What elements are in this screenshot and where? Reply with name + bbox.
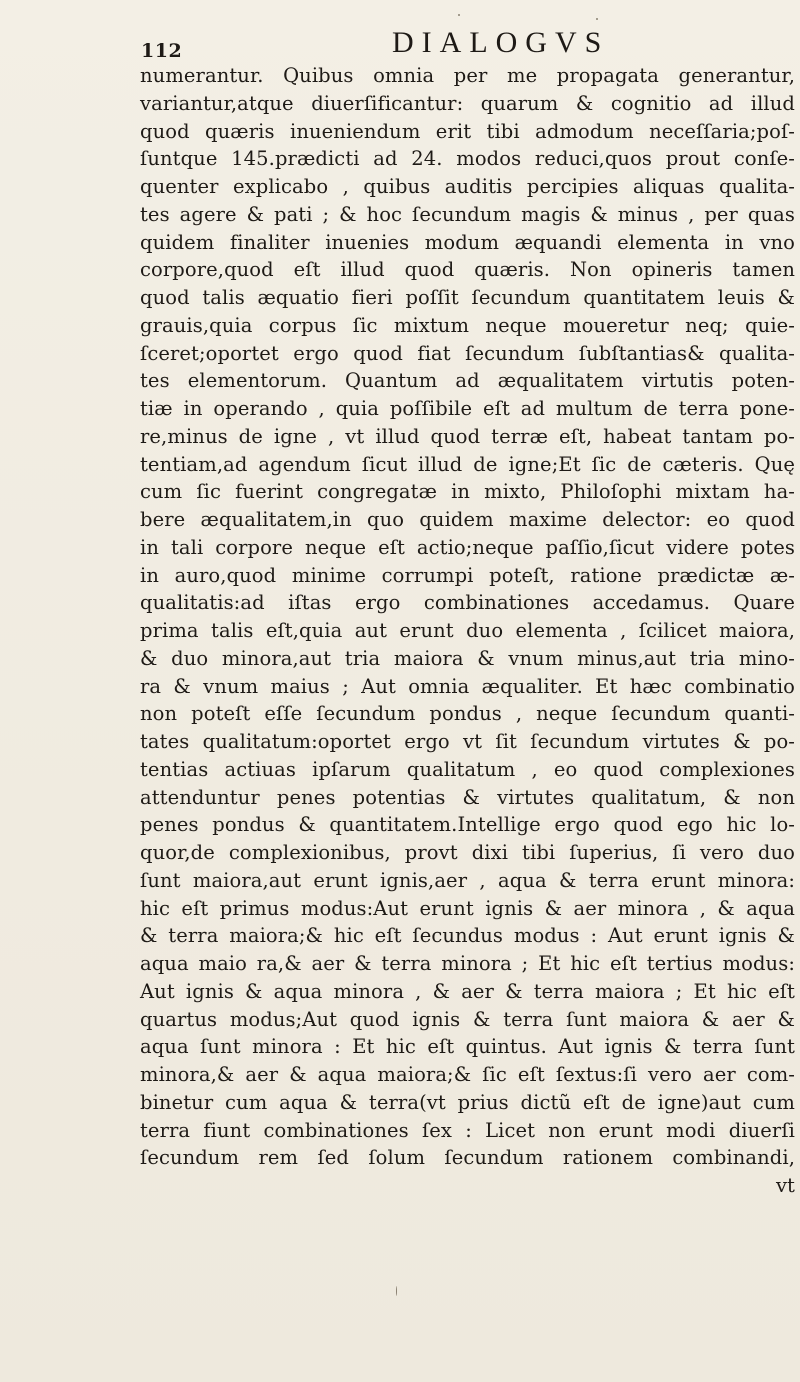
text-line: tiæ in operando , quia poſſibile eſt ad multum de terra pone- bbox=[140, 397, 795, 420]
text-line: aqua maio ra,& aer & terra minora ; Et hic eſt tertius modus: bbox=[140, 952, 795, 975]
text-line: quidem finaliter inuenies modum æquandi elementa in vno bbox=[140, 230, 795, 254]
text-line: tates qualitatum:oportet ergo vt ſit ſecundum virtutes & po- bbox=[140, 730, 795, 753]
text-line: & duo minora,aut tria maiora & vnum minus,aut tria mino- bbox=[140, 646, 795, 670]
text-line: qualitatis:ad iſtas ergo combinationes accedamus. Quare bbox=[140, 591, 795, 615]
ink-speck bbox=[396, 1286, 397, 1296]
text-line: ſunt maiora,aut erunt ignis,aer , aqua & terra erunt minora: bbox=[140, 868, 795, 892]
text-line: tes agere & pati ; & hoc ſecundum magis & minus , per quas bbox=[140, 202, 795, 226]
text-line: in tali corpore neque eſt actio;neque paſſio,ſicut videre potes bbox=[140, 535, 795, 559]
text-line: quor,de complexionibus, provt dixi tibi ſuperius, ſi vero duo bbox=[140, 841, 795, 864]
text-line: ſecundum rem ſed ſolum ſecundum rationem combinandi, bbox=[140, 1146, 795, 1170]
text-line: & terra maiora;& hic eſt ſecundus modus : Aut erunt ignis & bbox=[140, 924, 795, 948]
page-number: 112 bbox=[141, 40, 183, 62]
text-line: grauis,quia corpus ſic mixtum neque moueretur neq; quie- bbox=[140, 313, 795, 337]
catchword: vt bbox=[775, 1174, 795, 1197]
text-line: binetur cum aqua & terra(vt prius dictũ eſt de igne)aut cum bbox=[140, 1090, 795, 1114]
body-text bbox=[140, 62, 795, 1200]
text-line: aqua ſunt minora : Et hic eſt quintus. Aut ignis & terra ſunt bbox=[140, 1035, 795, 1059]
text-line: re,minus de igne , vt illud quod terræ eſt, habeat tantam po- bbox=[140, 424, 795, 448]
text-line: tentias actiuas ipſarum qualitatum , eo quod complexiones bbox=[140, 757, 795, 781]
text-line: cum ſic fuerint congregatæ in mixto, Philoſophi mixtam ha- bbox=[140, 480, 795, 504]
text-line: hic eſt primus modus:Aut erunt ignis & aer minora , & aqua bbox=[140, 896, 795, 920]
running-head bbox=[0, 26, 800, 66]
text-line: variantur,atque diuerſificantur: quarum & cognitio ad illud bbox=[140, 91, 795, 115]
text-line: non poteſt eſſe ſecundum pondus , neque ſecundum quanti- bbox=[140, 702, 795, 726]
ink-speck bbox=[458, 14, 460, 16]
text-line: Aut ignis & aqua minora , & aer & terra maiora ; Et hic eſt bbox=[140, 979, 795, 1003]
running-title: DIALOGVS bbox=[392, 26, 610, 59]
text-line: numerantur. Quibus omnia per me propagata generantur, bbox=[140, 64, 795, 87]
text-line: ſuntque 145.prædicti ad 24. modos reduci,quos prout conſe- bbox=[140, 147, 795, 171]
text-line: quenter explicabo , quibus auditis percipies aliquas qualita- bbox=[140, 175, 795, 198]
text-line: quod talis æquatio fieri poſſit ſecundum quantitatem leuis & bbox=[140, 286, 795, 309]
text-line: ra & vnum maius ; Aut omnia æqualiter. Et hæc combinatio bbox=[140, 674, 795, 698]
text-line: minora,& aer & aqua maiora;& ſic eſt ſextus:ſi vero aer com- bbox=[140, 1063, 795, 1086]
text-line: bere æqualitatem,in quo quidem maxime delector: eo quod bbox=[140, 508, 795, 531]
text-line: penes pondus & quantitatem.Intellige ergo quod ego hic lo- bbox=[140, 813, 795, 837]
text-line: tentiam,ad agendum ſicut illud de igne;Et ſic de cæteris. Quę bbox=[140, 452, 795, 476]
ink-speck bbox=[596, 18, 598, 20]
text-line: corpore,quod eſt illud quod quæris. Non opineris tamen bbox=[140, 258, 795, 282]
text-line: terra fiunt combinationes ſex : Licet non erunt modi diuerſi bbox=[140, 1118, 795, 1142]
text-line: ſceret;oportet ergo quod fiat ſecundum ſubſtantias& qualita- bbox=[140, 341, 795, 365]
text-line: prima talis eſt,quia aut erunt duo elementa , ſcilicet maiora, bbox=[140, 619, 795, 642]
text-line: quod quæris inueniendum erit tibi admodum neceſſaria;poſ- bbox=[140, 119, 795, 143]
text-line: in auro,quod minime corrumpi poteſt, ratione prædictæ æ- bbox=[140, 563, 795, 587]
text-line: tes elementorum. Quantum ad æqualitatem virtutis poten- bbox=[140, 369, 795, 393]
text-line: quartus modus;Aut quod ignis & terra ſunt maiora & aer & bbox=[140, 1007, 795, 1031]
text-line: attenduntur penes potentias & virtutes qualitatum, & non bbox=[140, 785, 795, 809]
